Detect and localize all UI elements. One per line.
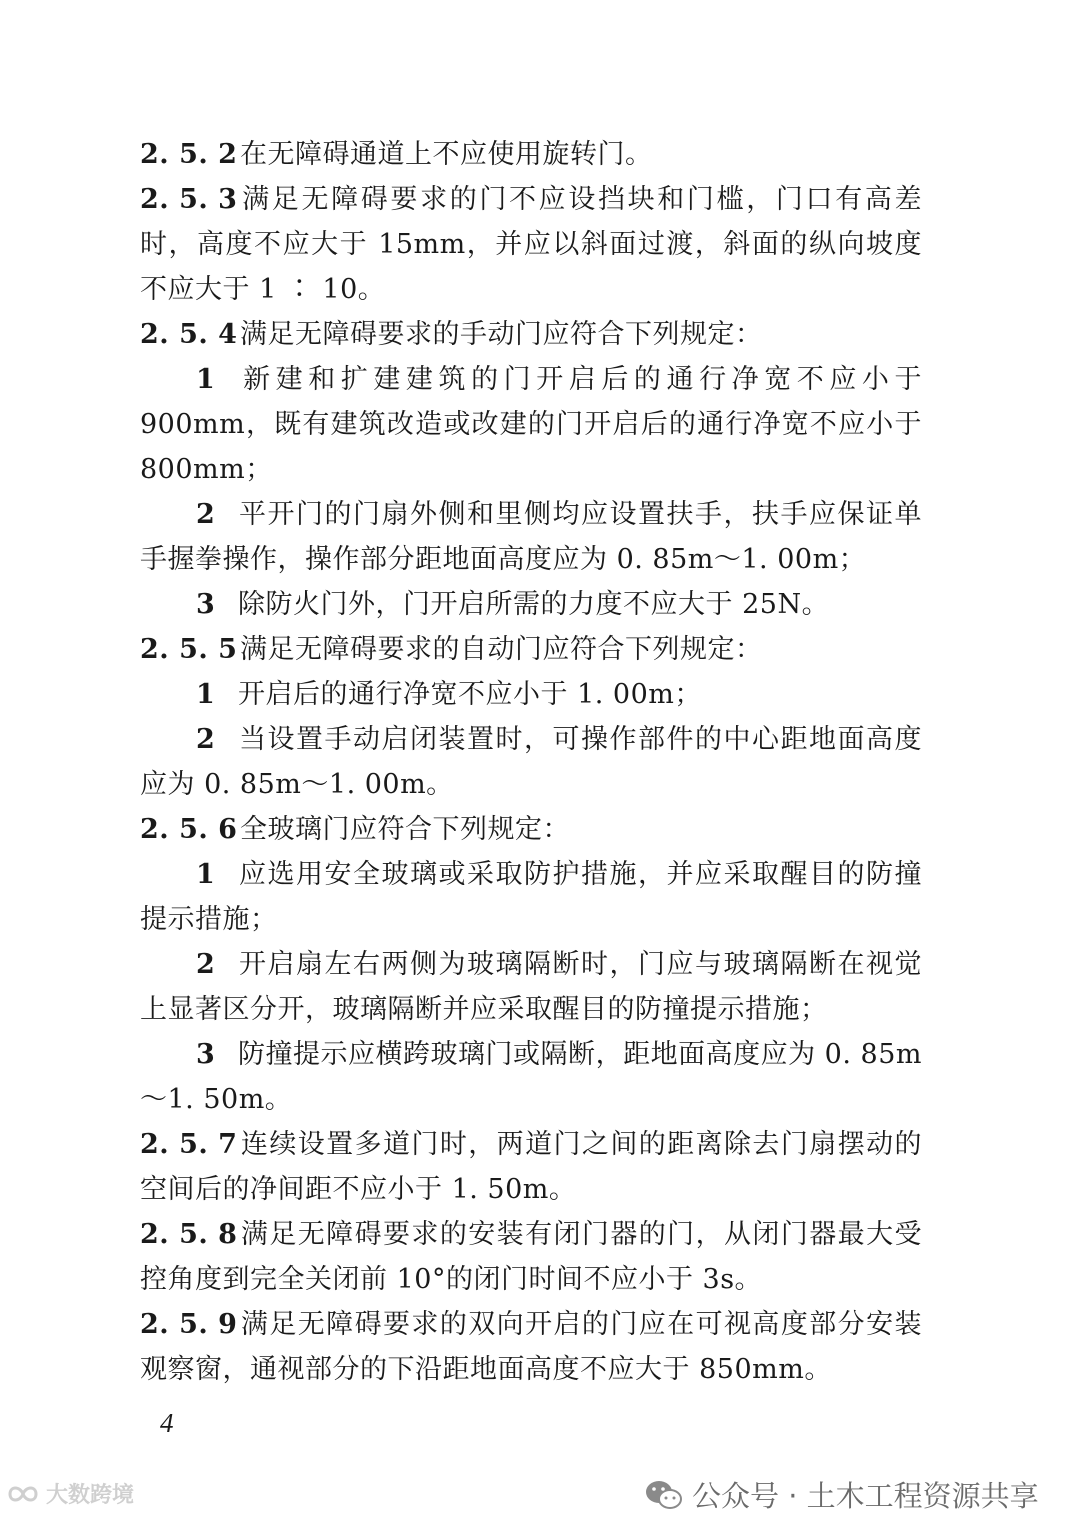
item-text: 开启扇左右两侧为玻璃隔断时，门应与玻璃隔断在视觉上显著区分开，玻璃隔断并应采取醒目的防撞提示措施；	[140, 949, 922, 1025]
item-text: 平开门的门扇外侧和里侧均应设置扶手，扶手应保证单手握拳操作，操作部分距地面高度应为 0. 85m～1. 00m；	[140, 499, 922, 575]
item-text: 防撞提示应横跨玻璃门或隔断，距地面高度应为 0. 85m～1. 50m。	[140, 1039, 922, 1115]
clause-number: 2. 5. 9	[140, 1309, 238, 1340]
item-number: 2	[196, 724, 216, 755]
wechat-icon	[644, 1478, 684, 1512]
clause-item	[140, 492, 922, 582]
item-number: 3	[196, 1039, 216, 1070]
clause-number: 2. 5. 7	[140, 1129, 238, 1160]
clause-2-5-5	[140, 627, 922, 672]
clause-number: 2. 5. 5	[140, 634, 238, 665]
page-number: 4	[160, 1408, 174, 1438]
clause-text: 全玻璃门应符合下列规定：	[240, 814, 570, 845]
clause-2-5-7	[140, 1122, 922, 1212]
clause-text: 满足无障碍要求的手动门应符合下列规定：	[240, 319, 763, 350]
clause-item	[140, 357, 922, 492]
clause-2-5-9	[140, 1302, 922, 1392]
item-number: 2	[196, 499, 216, 530]
watermark-right-text: 公众号 · 土木工程资源共享	[692, 1479, 1039, 1513]
item-text: 应选用安全玻璃或采取防护措施，并应采取醒目的防撞提示措施；	[140, 859, 922, 935]
clause-number: 2. 5. 3	[140, 184, 238, 215]
clause-item	[140, 582, 922, 627]
watermark-left-text: 大数跨境	[46, 1483, 135, 1508]
loop-logo-icon	[6, 1482, 40, 1506]
clause-2-5-3	[140, 177, 922, 312]
clause-text: 在无障碍通道上不应使用旋转门。	[240, 139, 653, 170]
clause-text: 满足无障碍要求的门不应设挡块和门槛，门口有高差时，高度不应大于 15mm，并应以斜面过渡，斜面的纵向坡度不应大于 1 ∶ 10。	[140, 184, 922, 305]
clause-list	[140, 132, 922, 1392]
clause-number: 2. 5. 2	[140, 139, 238, 170]
clause-text: 满足无障碍要求的安装有闭门器的门，从闭门器最大受控角度到完全关闭前 10°的闭门时间不应小于 3s。	[140, 1219, 922, 1295]
clause-text: 连续设置多道门时，两道门之间的距离除去门扇摆动的空间后的净间距不应小于 1. 50m。	[140, 1129, 922, 1205]
clause-2-5-4	[140, 312, 922, 357]
item-text: 除防火门外，门开启所需的力度不应大于 25N。	[238, 589, 830, 620]
clause-2-5-2	[140, 132, 922, 177]
clause-item	[140, 942, 922, 1032]
clause-2-5-6	[140, 807, 922, 852]
clause-number: 2. 5. 8	[140, 1219, 238, 1250]
clause-item	[140, 717, 922, 807]
clause-2-5-8	[140, 1212, 922, 1302]
item-text: 开启后的通行净宽不应小于 1. 00m；	[238, 679, 702, 710]
clause-number: 2. 5. 6	[140, 814, 238, 845]
clause-number: 2. 5. 4	[140, 319, 238, 350]
watermark-left	[6, 1478, 134, 1509]
clause-item	[140, 672, 922, 717]
item-text: 当设置手动启闭装置时，可操作部件的中心距地面高度应为 0. 85m～1. 00m。	[140, 724, 922, 800]
item-number: 1	[196, 679, 216, 710]
item-number: 3	[196, 589, 216, 620]
clause-text: 满足无障碍要求的双向开启的门应在可视高度部分安装观察窗，通视部分的下沿距地面高度不应大于 850mm。	[140, 1309, 922, 1385]
clause-text: 满足无障碍要求的自动门应符合下列规定：	[240, 634, 763, 665]
watermark-right	[644, 1474, 1039, 1515]
item-number: 1	[196, 364, 216, 395]
item-number: 2	[196, 949, 216, 980]
clause-item	[140, 852, 922, 942]
item-number: 1	[196, 859, 216, 890]
item-text: 新建和扩建建筑的门开启后的通行净宽不应小于 900mm，既有建筑改造或改建的门开启后的通行净宽不应小于 800mm；	[140, 364, 922, 485]
clause-item	[140, 1032, 922, 1122]
